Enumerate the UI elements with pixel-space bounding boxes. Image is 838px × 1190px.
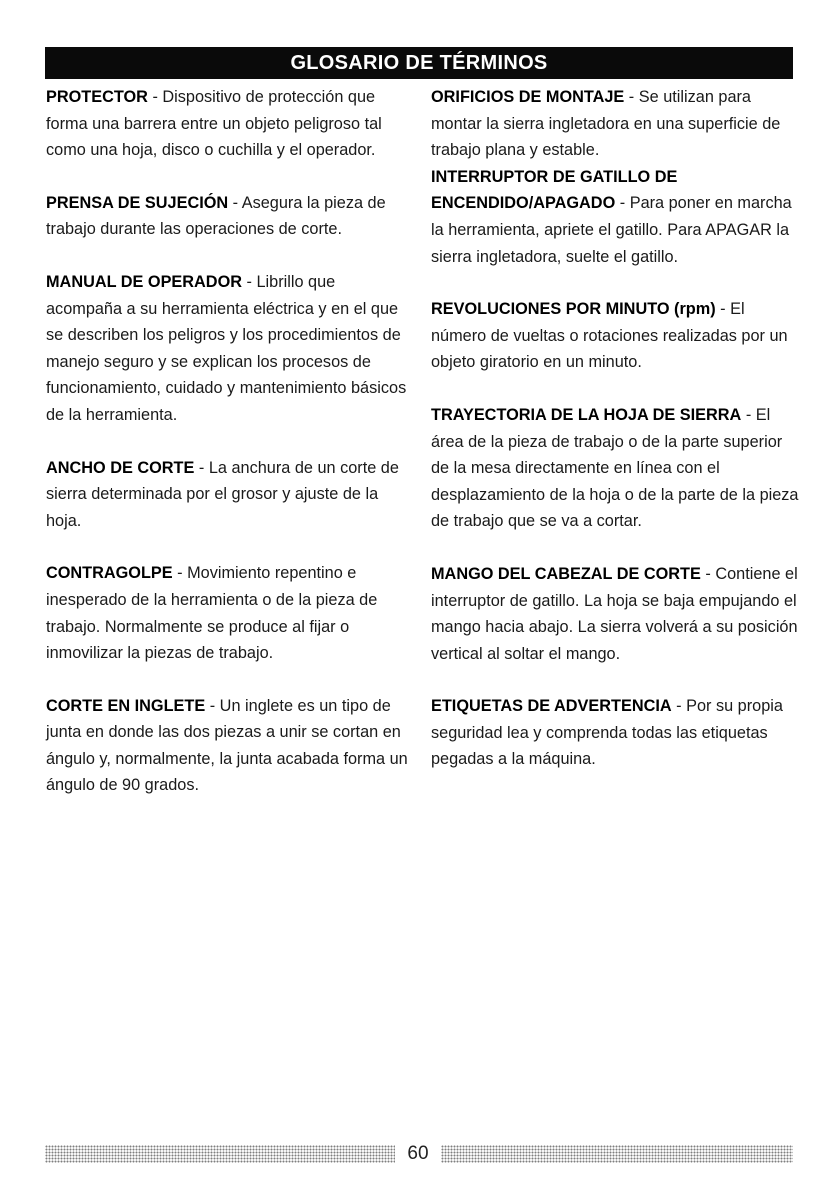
page-number: 60 <box>407 1143 429 1164</box>
glossary-definition: - Por su propia seguridad lea y comprenda todas las etiquetas pegadas a la máquina. <box>431 697 783 769</box>
glossary-term: PRENSA DE SUJECIÓN <box>46 193 229 212</box>
glossary-entry-prensa-de-sujecion <box>46 190 414 243</box>
glossary-term: ETIQUETAS DE ADVERTENCIA <box>431 697 672 716</box>
glossary-entry-protector <box>46 84 414 164</box>
glossary-definition: - Se utilizan para montar la sierra ingletadora en una superficie de trabajo plana y estable. <box>431 88 781 160</box>
glossary-definition: - El número de vueltas o rotaciones realizadas por un objeto giratorio en un minuto. <box>431 300 788 372</box>
glossary-entry-interruptor-de-gatillo <box>431 164 799 270</box>
glossary-entry-orificios-de-montaje <box>431 84 799 164</box>
glossary-definition: - Para poner en marcha la herramienta, apriete el gatillo. Para APAGAR la sierra ingletadora, suelte el gatillo. <box>431 194 792 266</box>
glossary-entry-corte-en-inglete <box>46 693 414 799</box>
glossary-entry-ancho-de-corte <box>46 455 414 535</box>
glossary-entry-contragolpe <box>46 560 414 666</box>
page-title: GLOSARIO DE TÉRMINOS <box>45 47 793 79</box>
glossary-term: INTERRUPTOR DE GATILLO DE ENCENDIDO/APAGADO <box>431 167 678 213</box>
glossary-definition: - Asegura la pieza de trabajo durante las operaciones de corte. <box>46 193 386 239</box>
glossary-entry-manual-de-operador <box>46 269 414 429</box>
glossary-term: MANGO DEL CABEZAL DE CORTE <box>431 564 701 583</box>
glossary-definition: - Dispositivo de protección que forma una barrera entre un objeto peligroso tal como una hoja, disco o cuchilla y el operador. <box>46 88 382 160</box>
glossary-definition: - Librillo que acompaña a su herramienta eléctrica y en el que se describen los peligros y los procedimientos de manejo seguro y se explican los procesos de funcionamiento, cuidado y mantenimiento básicos de la herramienta. <box>46 272 407 424</box>
glossary-entry-trayectoria-de-la-hoja <box>431 402 799 535</box>
glossary-definition: - La anchura de un corte de sierra determinada por el grosor y ajuste de la hoja. <box>46 458 399 530</box>
glossary-definition: - El área de la pieza de trabajo o de la parte superior de la mesa directamente en línea con el desplazamiento de la hoja o de la parte de la pieza de trabajo que se va a cortar. <box>431 405 799 531</box>
footer-dotted-band-left <box>45 1145 395 1163</box>
glossary-entry-etiquetas-de-advertencia <box>431 693 799 773</box>
glossary-entry-mango-del-cabezal <box>431 561 799 667</box>
footer-dotted-band-right <box>441 1145 793 1163</box>
glossary-term: CONTRAGOLPE <box>46 564 173 583</box>
glossary-definition: - Un inglete es un tipo de junta en donde las dos piezas a unir se cortan en ángulo y, normalmente, la junta acabada forma un ángulo de 90 grados. <box>46 696 408 795</box>
glossary-term: CORTE EN INGLETE <box>46 696 206 715</box>
glossary-definition: - Movimiento repentino e inesperado de la herramienta o de la pieza de trabajo. Normalmente se produce al fijar o inmovilizar la piezas de trabajo. <box>46 564 378 663</box>
glossary-term: MANUAL DE OPERADOR <box>46 272 242 291</box>
glossary-term: ANCHO DE CORTE <box>46 458 195 477</box>
glossary-column-left <box>46 84 414 799</box>
glossary-term: ORIFICIOS DE MONTAJE <box>431 88 625 106</box>
glossary-term: TRAYECTORIA DE LA HOJA DE SIERRA <box>431 405 742 424</box>
glossary-definition: - Contiene el interruptor de gatillo. La hoja se baja empujando el mango hacia abajo. La sierra volverá a su posición vertical al soltar el mango. <box>431 564 798 663</box>
glossary-term: REVOLUCIONES POR MINUTO (rpm) <box>431 300 716 319</box>
glossary-column-right <box>431 84 799 773</box>
page-footer <box>45 1141 793 1167</box>
glossary-entry-revoluciones-por-minuto <box>431 296 799 376</box>
glossary-term: PROTECTOR <box>46 88 148 106</box>
